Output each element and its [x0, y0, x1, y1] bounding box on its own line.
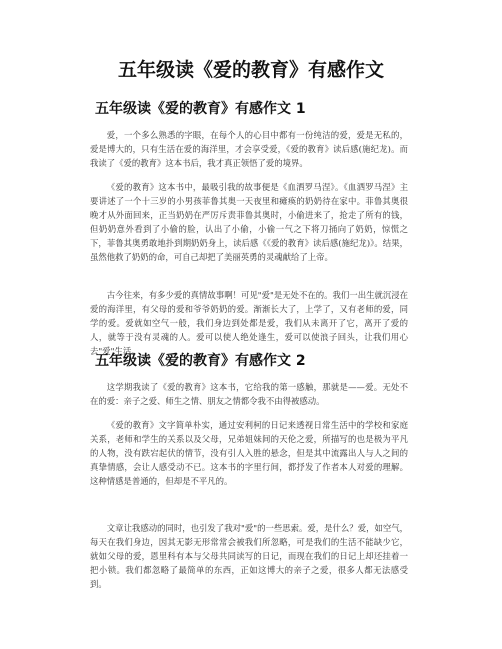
section-heading-2: 五年级读《爱的教育》有感作文 2: [95, 353, 306, 369]
paragraph: 文章让我感动的同时，也引发了我对"爱"的一些思索。爱，是什么？爱，如空气，每天在我们身边，因其无影无形常常会被我们所忽略，可是我们的生活不能缺少它，就如父母的爱，恩里科有本与父母共同读写的日记，而现在我们的日记上却还挂着一把小锁。我们都忽略了最简单的东西，正如这博大的亲子之爱，很多人都无法感受到。: [90, 523, 408, 589]
section-heading-1: 五年级读《爱的教育》有感作文 1: [95, 101, 306, 117]
paragraph: 《爱的教育》文字简单朴实，通过安利柯的日记来透视日常生活中的学校和家庭关系，老师和学生的关系以及父母，兄弟姐妹间的天伦之爱，所描写的也是极为平凡的人物，没有跌宕起伏的情节，没有引人入胜的悬念，但是其中流露出人与人之间的真挚情感，会让人感受动不已。这本书的字里行间，都抒发了作者本人对爱的理解。这种情感是普通的，但却是不平凡的。: [90, 420, 408, 486]
paragraph: 这学期我读了《爱的教育》这本书，它给我的第一感触，那就是——爱。无处不在的爱：亲子之爱、师生之情、朋友之情都令我不由得被感动。: [90, 382, 408, 406]
paragraph: 爱，一个多么熟悉的字眼，在每个人的心目中都有一份纯洁的爱，爱是无私的，爱是博大的，只有生活在爱的海洋里，才会享受爱，《爱的教育》读后感(施纪龙)。而我读了《爱的教育》这本书后，我才真正领悟了爱的境界。: [90, 130, 408, 168]
paragraph: 《爱的教育》这本书中，最吸引我的故事便是《血洒罗马涅》。《血洒罗马涅》主要讲述了一个十三岁的小男孩菲鲁其奥一天夜里和瘫痪的奶奶待在家中。菲鲁其奥很晚才从外面回来，正当奶奶在严厉斥责菲鲁其奥时，小偷进来了，抢走了所有的钱，但奶奶意外看到了小偷的脸，认出了小偷，小偷一气之下将刀捅向了奶奶，惊慌之下，菲鲁其奥勇敢地扑到期奶奶身上，读后感《《爱的教育》读后感(施纪龙)》。结果，虽然他救了奶奶的命，可自己却把了美丽英勇的灵魂献给了上帝。: [90, 182, 408, 262]
document-title: 五年级读《爱的教育》有感作文: [117, 59, 384, 81]
paragraph: 古今往来，有多少爱的真情故事啊！可见"爱"是无处不在的。我们一出生就沉浸在爱的海洋里，有父母的爱和爷爷奶奶的爱。渐渐长大了，上学了，又有老师的爱，同学的爱。爱就如空气一般，我们身边到处都是爱，我们从未离开了它，离开了爱的人，就等于没有灵魂的人。爱可以使人绝处逢生，爱可以使浪子回头，让我们用心去"爱"生活。: [90, 290, 408, 356]
